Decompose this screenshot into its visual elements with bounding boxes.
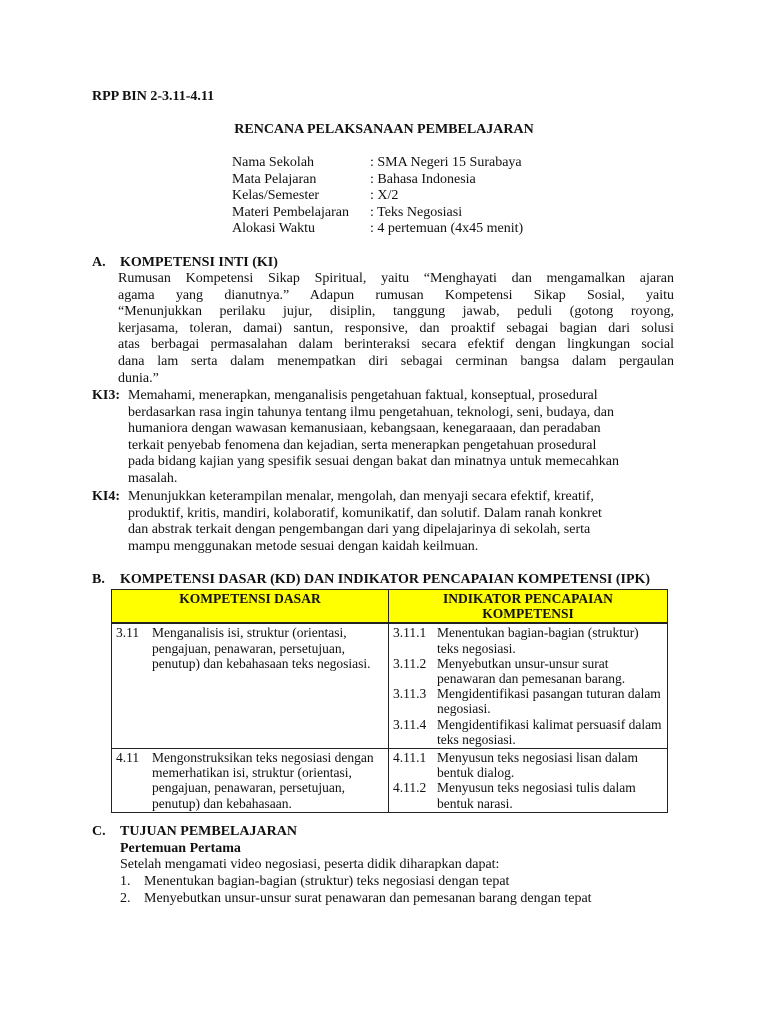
objective-item [120,874,592,891]
ipk-entry [393,750,663,780]
ipk-text: Mengidentifikasi kalimat persuasif dalam teks negosiasi. [437,716,662,747]
col-ipk-header-line1: INDIKATOR PENCAPAIAN [443,591,613,606]
objective-item [120,891,592,908]
ki3-line: Memahami, menerapkan, menganalisis pengetahuan faktual, konseptual, prosedural [128,388,598,403]
ipk-number: 3.11.1 [393,625,427,641]
kd-text: Mengonstruksikan teks negosiasi dengan memerhatikan isi, struktur (orientasi, pengajuan, penawaran, persetujuan, penutup) dan kebahasaan. [152,750,374,811]
ki4-label: KI4: [92,489,120,504]
identity-block [232,155,523,238]
ki4-line: dan abstrak terkait dengan pengembangan dari yang dipelajarinya di sekolah, serta [128,522,591,538]
ipk-number: 4.11.1 [393,750,427,766]
ipk-number: 3.11.2 [393,655,427,671]
identity-row [232,172,523,189]
objective-text: Menyebutkan unsur-unsur surat penawaran dan pemesanan barang dengan tepat [144,890,592,906]
paragraph-line: dunia.” [118,370,159,386]
ipk-entry [393,717,663,747]
identity-value: : Bahasa Indonesia [370,171,476,187]
ki3-line: pada bidang kajian yang spesifik sesuai dengan bakat dan minatnya untuk memecahkan [128,454,620,470]
kd-number: 4.11 [116,750,140,766]
meeting-subheading: Pertemuan Pertama [120,841,241,856]
identity-label: Alokasi Waktu [232,221,315,237]
paragraph-line: dana lam serta dalam menempatkan diri sebagai cerminan bangsa dalam pergaulan [118,353,674,369]
objectives-list [120,874,592,907]
paragraph-line: kerjasama, toleran, damai) santun, responsive, dan proaktif sebagai bagian dari solusi [118,320,674,336]
ki3-line: masalah. [128,470,178,486]
objective-text: Menentukan bagian-bagian (struktur) teks negosiasi dengan tepat [144,874,510,889]
identity-value: : SMA Negeri 15 Surabaya [370,155,522,170]
ki4-line: mampu menggunakan metode sesuai dengan kaidah keilmuan. [128,538,479,554]
ipk-text: Mengidentifikasi pasangan tuturan dalam negosiasi. [437,686,661,717]
ipk-number: 3.11.3 [393,686,427,702]
ipk-entry [393,625,663,655]
objectives-intro: Setelah mengamati video negosiasi, peserta didik diharapkan dapat: [120,857,500,872]
ki3-line: berdasarkan rasa ingin tahunya tentang ilmu pengetahuan, teknologi, seni, budaya, dan [128,404,614,420]
document-title: RENCANA PELAKSANAAN PEMBELAJARAN [234,122,534,137]
paragraph-line: Rumusan Kompetensi Sikap Spiritual, yaitu “Menghayati dan mengamalkan ajaran [118,271,674,286]
ki3-label: KI3: [92,388,120,403]
identity-label: Mata Pelajaran [232,171,317,187]
kd-number: 3.11 [116,625,140,641]
identity-value: : 4 pertemuan (4x45 menit) [370,221,524,237]
objective-number: 1. [120,874,131,889]
ipk-entry [393,686,663,716]
section-c-letter: C. [92,824,106,839]
paragraph-line: “Menunjukkan perilaku jujur, disiplin, tanggung jawab, peduli (gotong royong, [118,304,674,320]
section-b-heading: KOMPETENSI DASAR (KD) DAN INDIKATOR PENCAPAIAN KOMPETENSI (IPK) [120,572,651,587]
identity-label: Materi Pembelajaran [232,204,350,220]
ki4-line: produktif, kritis, mandiri, kolaboratif, komunikatif, dan solutif. Dalam ranah konkret [128,505,602,521]
section-a-heading: KOMPETENSI INTI (KI) [120,255,278,270]
identity-row [232,155,523,172]
paragraph-line: atas berbagai permasalahan dalam berinteraksi secara efektif dengan lingkungan social [118,337,674,353]
kd-text: Menganalisis isi, struktur (orientasi, pengajuan, penawaran, persetujuan, penutup) dan kebahasaan teks negosiasi. [152,625,371,671]
ipk-number: 4.11.2 [393,780,427,796]
ki3-text [128,388,619,488]
ipk-entry [393,780,663,810]
kd-cell [112,749,389,813]
col-ipk-header-line2: KOMPETENSI [482,606,574,622]
identity-row [232,188,523,205]
section-c-heading: TUJUAN PEMBELAJARAN [120,824,297,839]
ipk-text: Menyusun teks negosiasi lisan dalam bentuk dialog. [437,750,638,781]
ki4-line: Menunjukkan keterampilan menalar, mengolah, dan menyaji secara efektif, kreatif, [128,489,594,504]
ki4-text [128,489,602,555]
identity-row [232,205,523,222]
identity-value: : Teks Negosiasi [370,204,463,220]
ipk-text: Menyebutkan unsur-unsur surat penawaran dan pemesanan barang. [437,655,626,687]
identity-row [232,221,523,238]
ki3-line: terkait penyebab fenomena dan kejadian, serta menerapkan pengetahuan prosedural [128,437,597,453]
section-b-letter: B. [92,572,105,587]
kd-ipk-table [111,589,668,813]
identity-label: Kelas/Semester [232,188,320,204]
ipk-cell [389,623,668,748]
kd-entry [116,750,384,811]
identity-value: : X/2 [370,188,399,204]
section-a-letter: A. [92,255,106,270]
col-kd-header: KOMPETENSI DASAR [112,590,389,624]
ipk-entry [393,656,663,686]
table-row [112,749,668,813]
kd-entry [116,625,384,671]
document-code: RPP BIN 2-3.11-4.11 [92,89,215,104]
paragraph-line: agama yang dianutnya.” Adapun rumusan Kompetensi Sikap Sosial, yaitu [118,287,674,303]
objective-number: 2. [120,890,131,906]
kd-cell [112,623,389,748]
table-row [112,623,668,748]
ki3-line: humaniora dengan wawasan kemanusiaan, kebangsaan, kenegaraaan, dan peradaban [128,421,601,437]
ipk-cell [389,749,668,813]
ipk-text: Menyusun teks negosiasi tulis dalam bentuk narasi. [437,780,636,811]
ipk-number: 3.11.4 [393,716,427,732]
ki-paragraph [118,271,674,387]
col-ipk-header [389,590,668,624]
identity-label: Nama Sekolah [232,155,315,170]
ipk-text: Menentukan bagian-bagian (struktur) teks negosiasi. [437,625,639,656]
